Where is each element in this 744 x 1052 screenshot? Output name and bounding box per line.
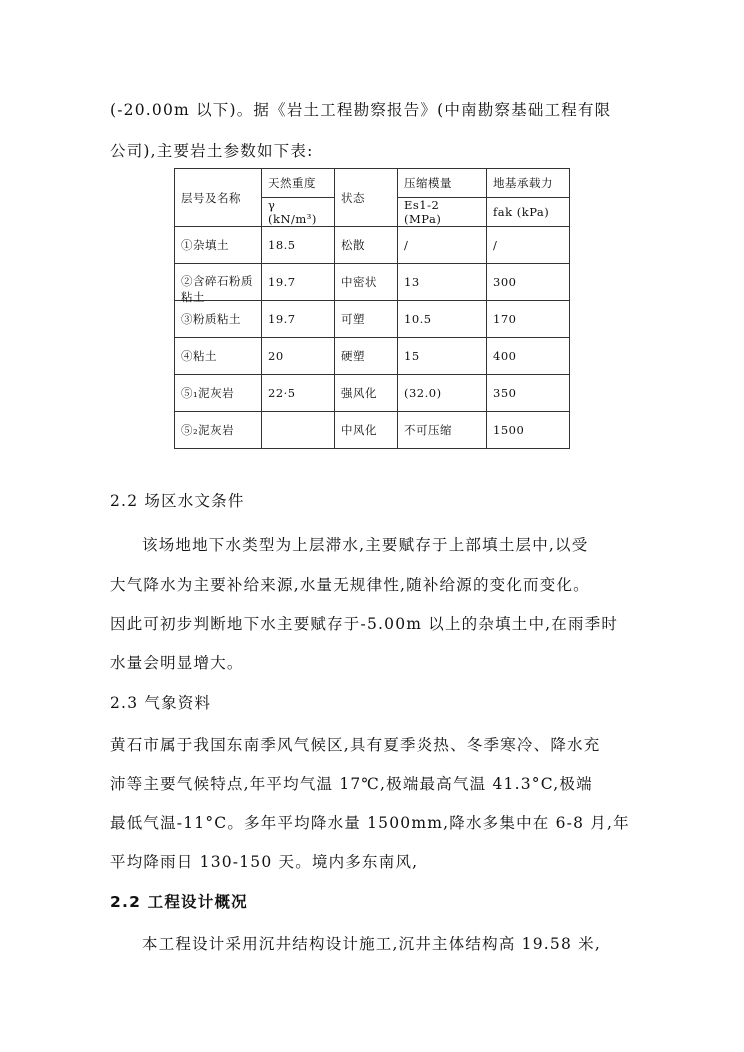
cell-weight: 20 (262, 338, 335, 375)
paragraph-line: 本工程设计采用沉井结构设计施工,沉井主体结构高 19.58 米, (142, 935, 601, 953)
cell-modulus: 13 (398, 264, 487, 301)
cell-modulus: (32.0) (398, 375, 487, 412)
header-weight: 天然重度 (262, 169, 335, 198)
cell-bearing: / (487, 227, 570, 264)
table-row (175, 412, 570, 449)
cell-bearing: 400 (487, 338, 570, 375)
cell-modulus: 15 (398, 338, 487, 375)
cell-weight: 19.7 (262, 264, 335, 301)
section-heading-hydrology: 2.2 场区水文条件 (110, 492, 245, 510)
paragraph-line: 黄石市属于我国东南季风气候区,具有夏季炎热、冬季寒冷、降水充 (110, 736, 601, 754)
cell-modulus: 不可压缩 (398, 412, 487, 449)
cell-layer: ⑤₂泥灰岩 (175, 412, 262, 449)
cell-state: 可塑 (335, 301, 398, 338)
cell-modulus: / (398, 227, 487, 264)
cell-layer: ⑤₁泥灰岩 (175, 375, 262, 412)
cell-bearing: 1500 (487, 412, 570, 449)
section-heading-weather: 2.3 气象资料 (110, 694, 212, 712)
cell-layer: ④粘土 (175, 338, 262, 375)
paragraph-line: 因此可初步判断地下水主要赋存于-5.00m 以上的杂填土中,在雨季时 (110, 615, 619, 633)
table-row (175, 227, 570, 264)
header-weight-unit: γ (kN/m³) (262, 198, 335, 227)
paragraph-line: 最低气温-11°C。多年平均降水量 1500mm,降水多集中在 6-8 月,年 (110, 814, 630, 832)
cell-state: 松散 (335, 227, 398, 264)
cell-layer: ③粉质粘土 (175, 301, 262, 338)
cell-state: 强风化 (335, 375, 398, 412)
paragraph-line: 该场地地下水类型为上层滞水,主要赋存于上部填土层中,以受 (142, 536, 589, 554)
paragraph-line: 水量会明显增大。 (110, 654, 244, 672)
cell-state: 硬塑 (335, 338, 398, 375)
cell-modulus: 10.5 (398, 301, 487, 338)
table-row (175, 301, 570, 338)
paragraph-line: 大气降水为主要补给来源,水量无规律性,随补给源的变化而变化。 (110, 576, 590, 594)
cell-layer: ②含碎石粉质粘土 (181, 274, 253, 304)
cell-bearing: 170 (487, 301, 570, 338)
table-row (175, 264, 570, 301)
paragraph-line: 平均降雨日 130-150 天。境内多东南风, (110, 853, 419, 871)
header-bearing-unit: fak (kPa) (487, 198, 570, 227)
intro-line-1: (-20.00m 以下)。据《岩土工程勘察报告》(中南勘察基础工程有限 (110, 101, 612, 119)
cell-weight: 22·5 (262, 375, 335, 412)
cell-weight: 19.7 (262, 301, 335, 338)
header-modulus: 压缩模量 (398, 169, 487, 198)
header-layer: 层号及名称 (175, 169, 262, 227)
cell-bearing: 300 (487, 264, 570, 301)
header-state: 状态 (335, 169, 398, 227)
cell-state: 中风化 (335, 412, 398, 449)
header-modulus-unit: Es1-2 (MPa) (398, 198, 487, 227)
cell-state: 中密状 (335, 264, 398, 301)
intro-line-2: 公司),主要岩土参数如下表: (110, 142, 314, 160)
table-row (175, 375, 570, 412)
cell-bearing: 350 (487, 375, 570, 412)
table-row (175, 338, 570, 375)
cell-layer: ①杂填土 (175, 227, 262, 264)
cell-weight (262, 412, 335, 449)
section-heading-design: 2.2 工程设计概况 (110, 893, 248, 911)
soil-parameter-table (174, 168, 570, 449)
header-bearing: 地基承载力 (487, 169, 570, 198)
paragraph-line: 沛等主要气候特点,年平均气温 17℃,极端最高气温 41.3°C,极端 (110, 775, 593, 793)
cell-weight: 18.5 (262, 227, 335, 264)
